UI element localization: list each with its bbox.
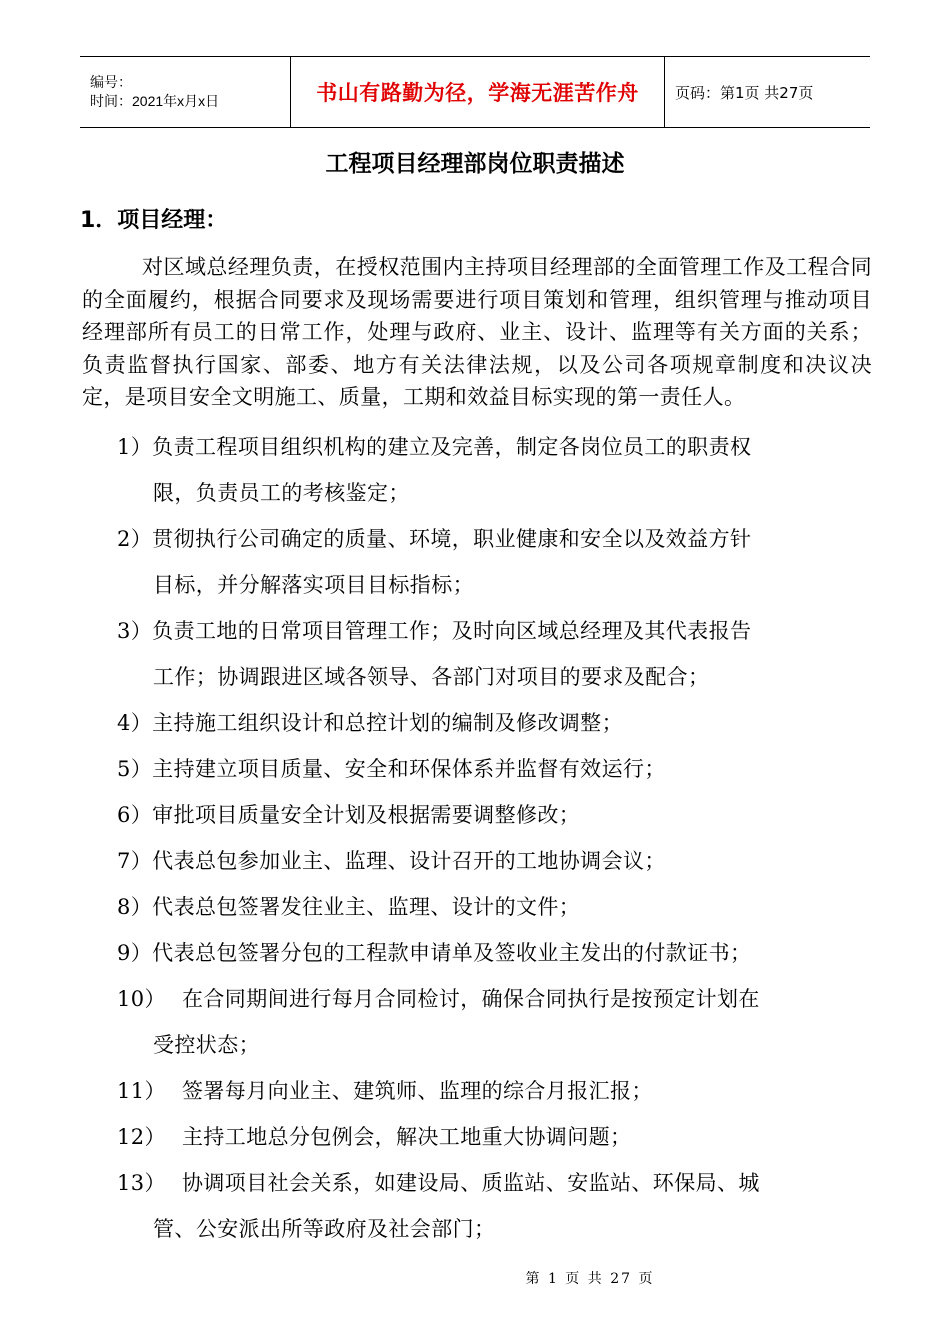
duty-item xyxy=(117,976,877,1068)
duty-item-text: 签署每月向业主、建筑师、监理的综合月报汇报； xyxy=(182,1079,653,1103)
duty-item xyxy=(117,516,877,608)
duty-item-continuation: 管、公安派出所等政府及社会部门； xyxy=(153,1217,496,1241)
page-info-text: 页码：第1页 共27页 xyxy=(675,83,814,102)
duty-item-continuation: 受控状态； xyxy=(153,1033,260,1057)
duty-item-text: 负责工程项目组织机构的建立及完善，制定各岗位员工的职责权 xyxy=(152,435,752,459)
duty-item xyxy=(117,930,877,976)
duty-item-text: 代表总包签署发往业主、监理、设计的文件； xyxy=(152,895,581,919)
duty-item xyxy=(117,1114,877,1160)
motto-text: 书山有路勤为径，学海无涯苦作舟 xyxy=(316,81,639,105)
duty-item xyxy=(117,608,877,700)
duty-item-text: 负责工地的日常项目管理工作；及时向区域总经理及其代表报告 xyxy=(152,619,752,643)
duty-item-number: 5） xyxy=(117,757,153,781)
duty-item-number: 6） xyxy=(117,803,153,827)
duty-item-continuation: 工作；协调跟进区域各领导、各部门对项目的要求及配合； xyxy=(153,665,710,689)
duty-item-text: 贯彻执行公司确定的质量、环境，职业健康和安全以及效益方针 xyxy=(152,527,752,551)
code-label: 编号： xyxy=(90,74,132,90)
time-label: 时间：2021年x月x日 xyxy=(90,93,220,109)
page-footer: 第 1 页 共 27 页 xyxy=(525,1271,655,1287)
section-intro: 对区域总经理负责，在授权范围内主持项目经理部的全面管理工作及工程合同的全面履约，根据合同要求及现场需要进行项目策划和管理，组织管理与推动项目经理部所有员工的日常工作，处理与政府、业主、设计、监理等有关方面的关系；负责监督执行国家、部委、地方有关法律法规，以及公司各项规章制度和决议决定，是项目安全文明施工、质量，工期和效益目标实现的第一责任人。 xyxy=(82,255,872,409)
header-page-info xyxy=(665,57,870,127)
duty-item xyxy=(117,700,877,746)
duty-item-number: 4） xyxy=(117,711,153,735)
duty-item xyxy=(117,1160,877,1252)
duty-item-text: 主持工地总分包例会，解决工地重大协调问题； xyxy=(182,1125,632,1149)
duty-item xyxy=(117,424,877,516)
duty-item-text: 审批项目质量安全计划及根据需要调整修改； xyxy=(152,803,581,827)
duty-item-text: 主持施工组织设计和总控计划的编制及修改调整； xyxy=(152,711,623,735)
duty-list xyxy=(117,424,877,1252)
duty-item-number: 12） xyxy=(117,1125,166,1149)
duty-item-number: 2） xyxy=(117,527,153,551)
duty-item-number: 7） xyxy=(117,849,153,873)
duty-item xyxy=(117,792,877,838)
duty-item-number: 13） xyxy=(117,1171,166,1195)
duty-item xyxy=(117,884,877,930)
duty-item-number: 1） xyxy=(117,435,153,459)
duty-item-number: 9） xyxy=(117,941,153,965)
duty-item-text: 代表总包参加业主、监理、设计召开的工地协调会议； xyxy=(152,849,666,873)
duty-item-text: 主持建立项目质量、安全和环保体系并监督有效运行； xyxy=(152,757,666,781)
duty-item-number: 3） xyxy=(117,619,153,643)
duty-item-text: 代表总包签署分包的工程款申请单及签收业主发出的付款证书； xyxy=(152,941,752,965)
duty-item xyxy=(117,1068,877,1114)
duty-item-text: 在合同期间进行每月合同检讨，确保合同执行是按预定计划在 xyxy=(182,987,760,1011)
duty-item-text: 协调项目社会关系，如建设局、质监站、安监站、环保局、城 xyxy=(182,1171,760,1195)
duty-item-number: 10） xyxy=(117,987,166,1011)
duty-item-number: 11） xyxy=(117,1079,166,1103)
document-header xyxy=(80,56,870,128)
duty-item-continuation: 限，负责员工的考核鉴定； xyxy=(153,481,410,505)
duty-item xyxy=(117,746,877,792)
header-meta xyxy=(80,57,290,127)
duty-item xyxy=(117,838,877,884)
document-title: 工程项目经理部岗位职责描述 xyxy=(325,151,625,177)
duty-item-number: 8） xyxy=(117,895,153,919)
header-motto-cell xyxy=(290,57,665,127)
duty-item-continuation: 目标，并分解落实项目目标指标； xyxy=(153,573,474,597)
section-heading: 1．项目经理： xyxy=(80,208,228,233)
